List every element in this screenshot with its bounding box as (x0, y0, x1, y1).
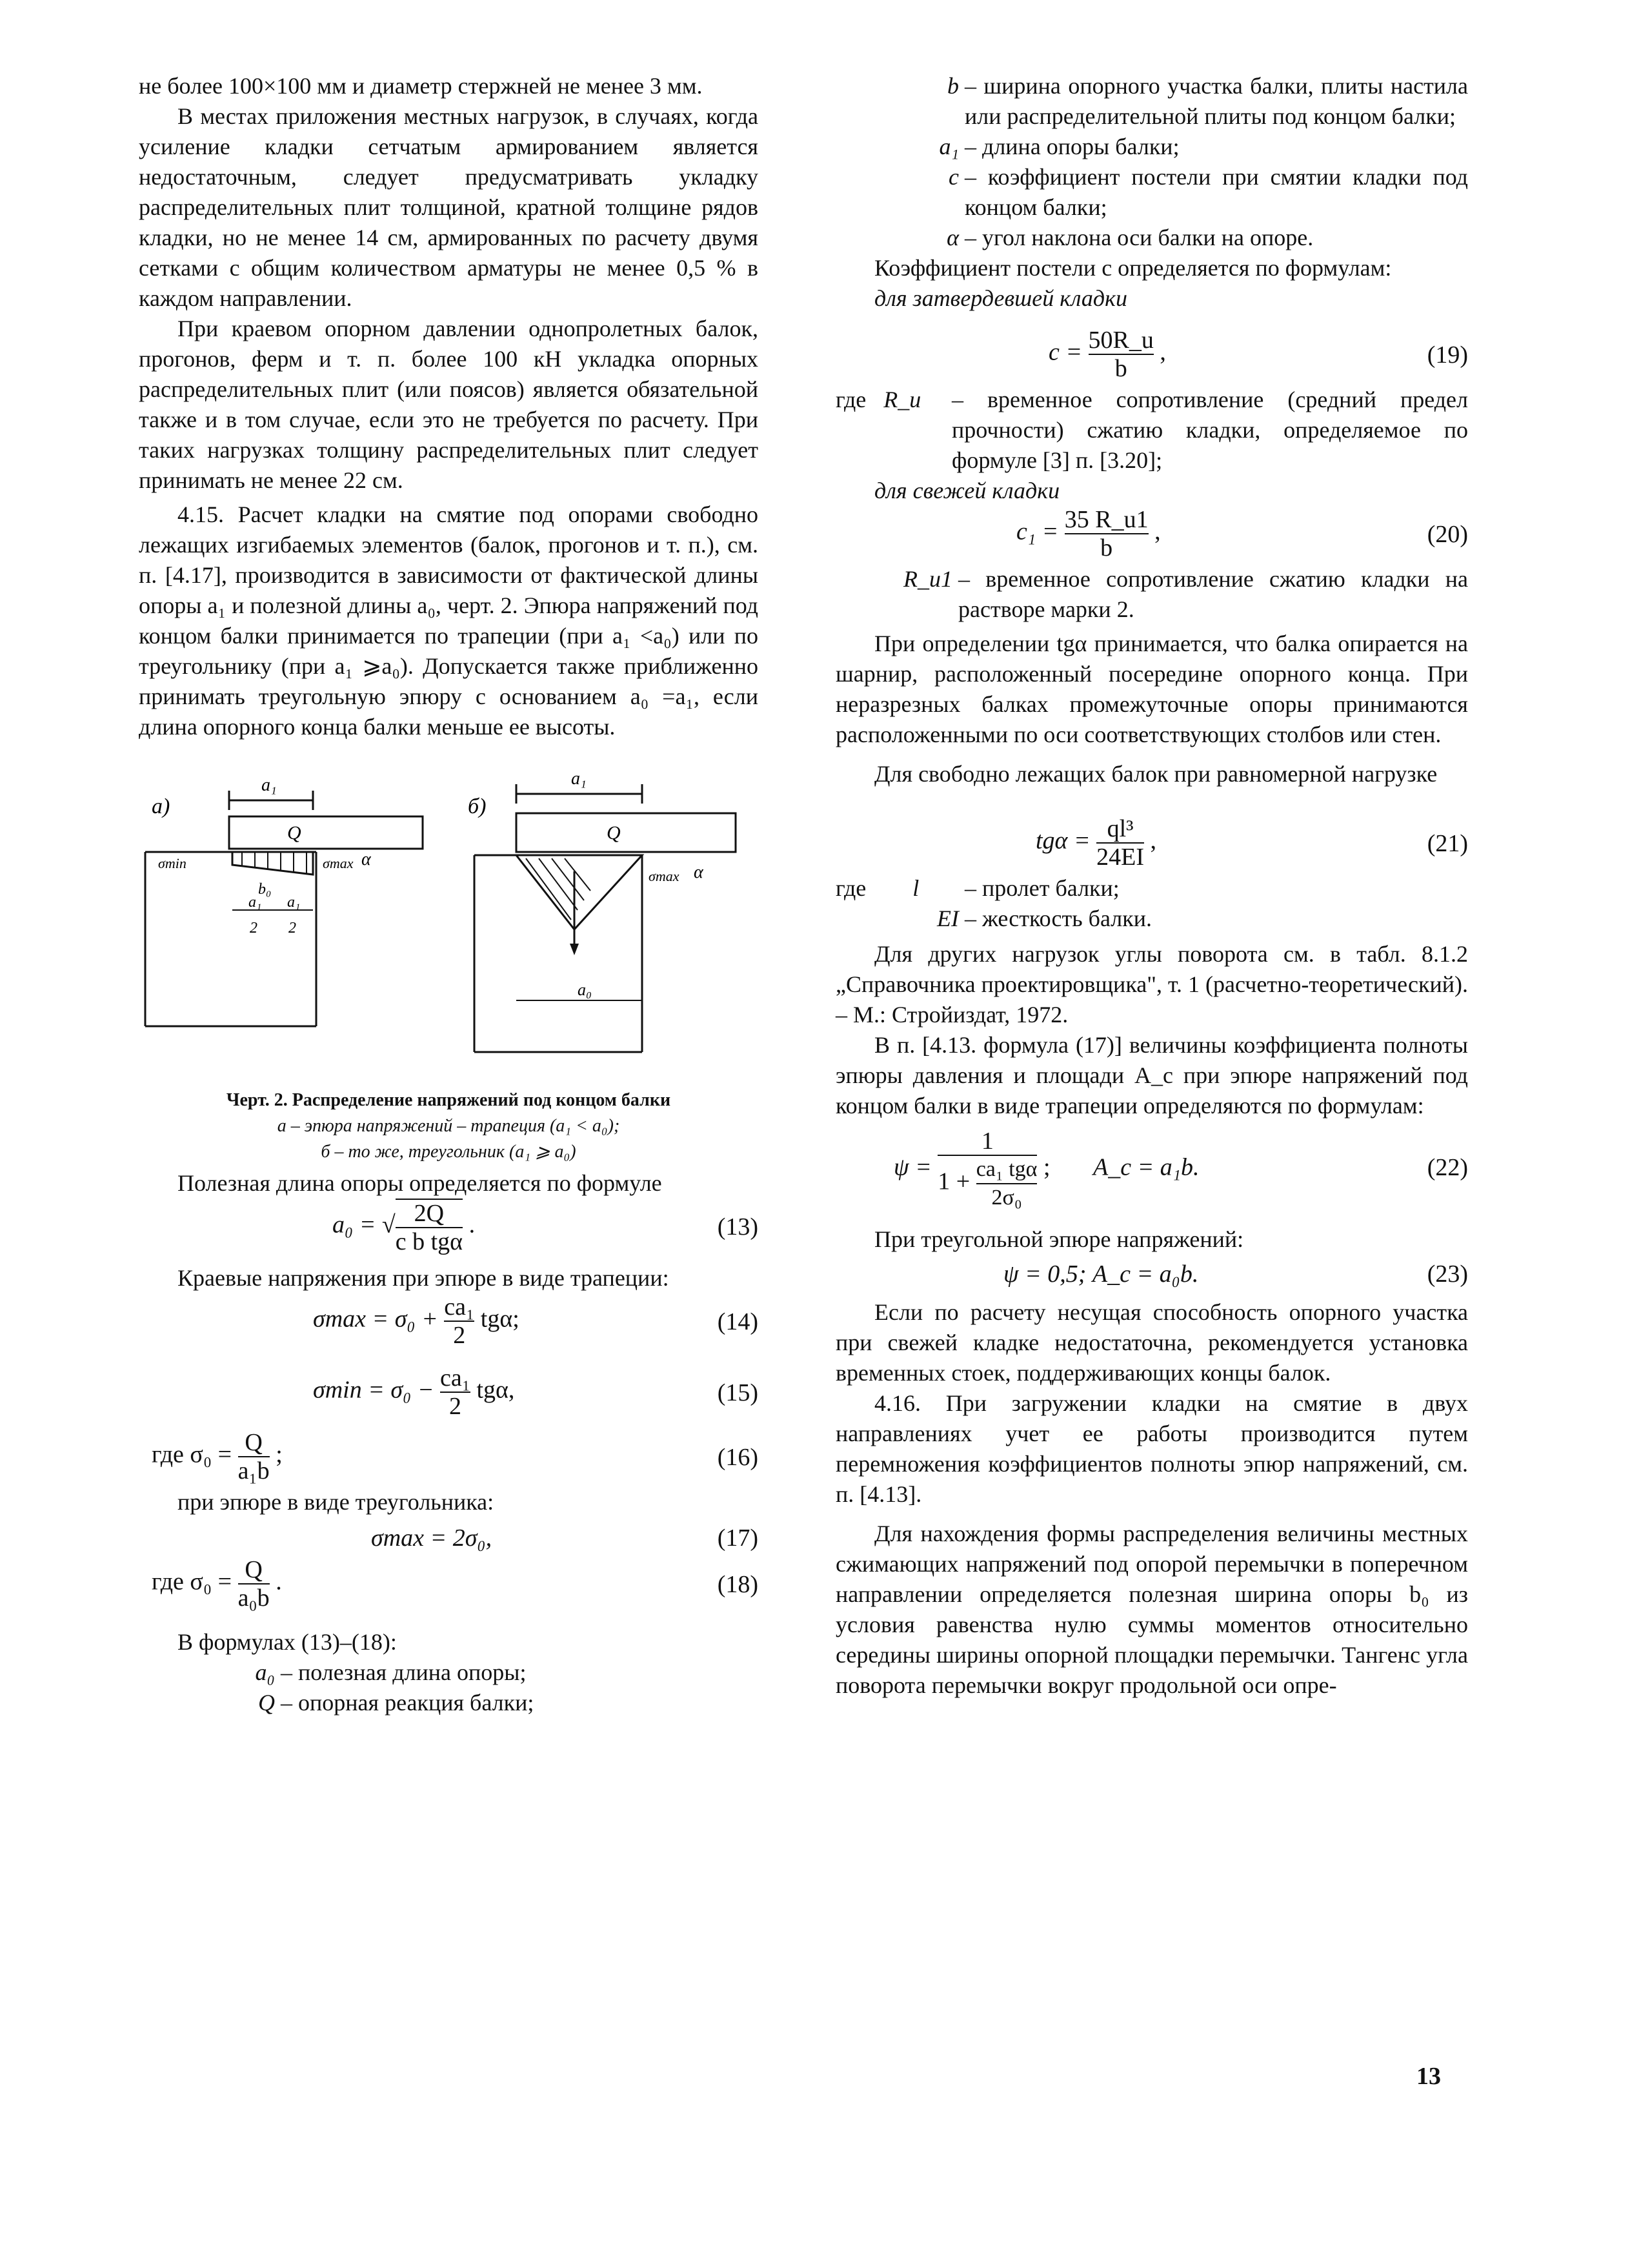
equation-22: ψ = 1 1 + $\frac{\text{ca₁ tgα}}{\text{2σ₀}}$ ; A_c = a₁b. (22) (836, 1128, 1468, 1224)
stress-diagram (139, 755, 758, 1078)
equation-23: ψ = 0,5; A_c = a₀b. (23) (1003, 1261, 1468, 1288)
figure (139, 755, 758, 1162)
label-smin: σmin (158, 855, 186, 871)
paragraph: для затвердевшей кладки (874, 285, 1127, 311)
dim-a1: a₁ (261, 775, 277, 795)
equation-20: c₁ = $\frac{35 R\_u1}{b}$ , (20) (1016, 506, 1468, 562)
paragraph: В п. [4.13. формула (17)] величины коэффициента полноты эпюры давления и площади A_c при эпюре напряжений под концом балки в виде трапеции определяются по формулам: (836, 1032, 1468, 1119)
paragraph: для свежей кладки (874, 478, 1060, 503)
equation-21: tgα = $\frac{\text{ql³}}{24EI}$ , (21) (1036, 815, 1468, 871)
paragraph: не более 100×100 мм и диаметр стержней не менее 3 мм. (139, 73, 703, 99)
label-smax: σmax (649, 868, 679, 884)
definition: Q – опорная реакция балки; (258, 1690, 534, 1716)
label-b: б) (468, 795, 487, 818)
equation-15: σmin = σ₀ − $\frac{\text{ca₁}}{2}$ tgα, (15) (313, 1364, 758, 1420)
paragraph: При треугольной эпюре напряжений: (874, 1226, 1244, 1252)
paragraph: 4.15. Расчет кладки на смятие под опорами свободно лежащих изгибаемых элементов (балок, прогонов и т. п.), см. п. [4.17], производится в зависимости от фактической длины опоры a₁ и полезной длины a₀, черт. 2. Эпюра напряжений под концом балки принимается по трапеции (при a₁ <a₀) или по треугольнику (при a₁ ⩾a₀). Допускается также приближенно принимать треугольную эпюру с основанием a₀ =a₁, если длина опорного конца балки меньше ее высоты. (139, 501, 758, 740)
paragraph: Для других нагрузок углы поворота см. в табл. 8.1.2 „Справочника проектировщика", т. 1 (расчетно-теоретический). – М.: Стройиздат, 1972. (836, 941, 1468, 1028)
beam (229, 816, 423, 849)
paragraph: при эпюре в виде треугольника: (177, 1489, 494, 1515)
equation-14: σmax = σ₀ + $\frac{\text{ca₁}}{2}$ tgα; (14) (313, 1293, 758, 1349)
paragraph: Если по расчету несущая способность опорного участка при свежей кладке недостаточна, рекомендуется установка временных стоек, поддерживающих концы балок. (836, 1299, 1468, 1386)
definition: где R_u – временное сопротивление (средний предел прочности) сжатию кладки, определяемое по формуле [3] п. [3.20]; (836, 387, 1468, 473)
definition: α – угол наклона оси балки на опоре. (947, 225, 1314, 250)
paragraph: В местах приложения местных нагрузок, в случаях, когда усиление кладки сетчатым армированием является недостаточным, следует предусматривать укладку распределительных плит толщиной, кратной толщине рядов кладки, но не менее 14 см, армированных по расчету двумя сетками с общим количеством арматуры не менее 0,5 % в каждом направлении. (139, 103, 758, 311)
paragraph: Полезная длина опоры определяется по формуле (177, 1170, 662, 1196)
paragraph: В формулах (13)–(18): (177, 1629, 397, 1655)
equation-17: σmax = 2σ₀, (17) (371, 1524, 758, 1552)
paragraph: 4.16. При загружении кладки на смятие в двух направлениях учет ее работы производится путем перемножения коэффициентов полноты эпюр напряжений, см. п. [4.13]. (836, 1390, 1468, 1507)
dim-a1: a₁ (571, 769, 587, 789)
definition: c – коэффициент постели при смятии кладки под концом балки; (949, 164, 1468, 220)
label-alpha: α (694, 862, 703, 882)
paragraph: При определении tgα принимается, что балка опирается на шарнир, расположенный посередине опорного конца. При неразрезных балках промежуточные опоры принимаются расположенными по оси соответствующих столбов или стен. (836, 631, 1468, 747)
label-half: 2 (250, 920, 257, 937)
label-a0: a₀ (578, 980, 592, 999)
figure-caption-b: б – то же, треугольник (a₁ ⩾ a₀) (321, 1142, 576, 1162)
right-column (836, 71, 1468, 1701)
label-half: 2 (288, 920, 296, 937)
left-column (139, 71, 758, 1718)
paragraph: Для нахождения формы распределения величины местных сжимающих напряжений под опорой перемычки в поперечном направлении определяется полезная ширина опоры b₀ из условия равенства нулю суммы моментов относительно середины ширины опорной площадки перемычки. Тангенс угла поворота перемычки вокруг продольной оси опре- (836, 1521, 1468, 1698)
paragraph: При краевом опорном давлении однопролетных балок, прогонов, ферм и т. п. более 100 кН укладка опорных распределительных плит (или поясов) является обязательной также и в том случае, если это не требуется по расчету. При таких нагрузках толщину распределительных плит следует принимать не менее 22 см. (139, 316, 758, 493)
paragraph: Коэффициент постели c определяется по формулам: (874, 255, 1392, 281)
figure-caption-title: Черт. 2. Распределение напряжений под концом балки (226, 1090, 671, 1110)
label-b0: b₀ (258, 881, 272, 898)
beam-Q: Q (287, 822, 301, 844)
definition: где l – пролет балки; (836, 875, 1120, 901)
paragraph: Краевые напряжения при эпюре в виде трапеции: (177, 1265, 669, 1291)
trapezoid-epure (232, 852, 313, 875)
label-a1-half: a₁ (287, 894, 301, 911)
definition: a₁ – длина опоры балки; (939, 134, 1180, 159)
definition: b – ширина опорного участка балки, плиты настила или распределительной плиты под концом балки; (947, 73, 1468, 129)
equation-18: где σ₀ = $\frac{Q}{\text{a₀b}}$ . (18) (152, 1556, 758, 1612)
equation-19: c = $\frac{50R\_u}{b}$ , (19) (1049, 327, 1468, 382)
beam (516, 813, 736, 852)
label-a: а) (152, 795, 170, 818)
figure-caption-a: а – эпюра напряжений – трапеция (a₁ < a₀); (277, 1116, 620, 1136)
label-smax: σmax (323, 855, 354, 871)
beam-Q: Q (607, 822, 621, 844)
label-alpha: α (361, 849, 371, 869)
definition: R_u1 – временное сопротивление сжатию кладки на растворе марки 2. (903, 566, 1468, 622)
definition: EI – жесткость балки. (937, 906, 1152, 931)
label-a1-half: a₁ (248, 894, 262, 911)
definition: a₀ – полезная длина опоры; (255, 1659, 527, 1685)
triangle-epure (516, 855, 642, 929)
equation-16: где σ₀ = $\frac{Q}{\text{a₁b}}$ ; (16) (152, 1429, 758, 1484)
paragraph: Для свободно лежащих балок при равномерной нагрузке (874, 761, 1438, 787)
page-number: 13 (1416, 2063, 1441, 2090)
equation-13: a₀ = √ $\frac{2Q}{\text{c b tgα}}$ . (13) (332, 1200, 758, 1255)
